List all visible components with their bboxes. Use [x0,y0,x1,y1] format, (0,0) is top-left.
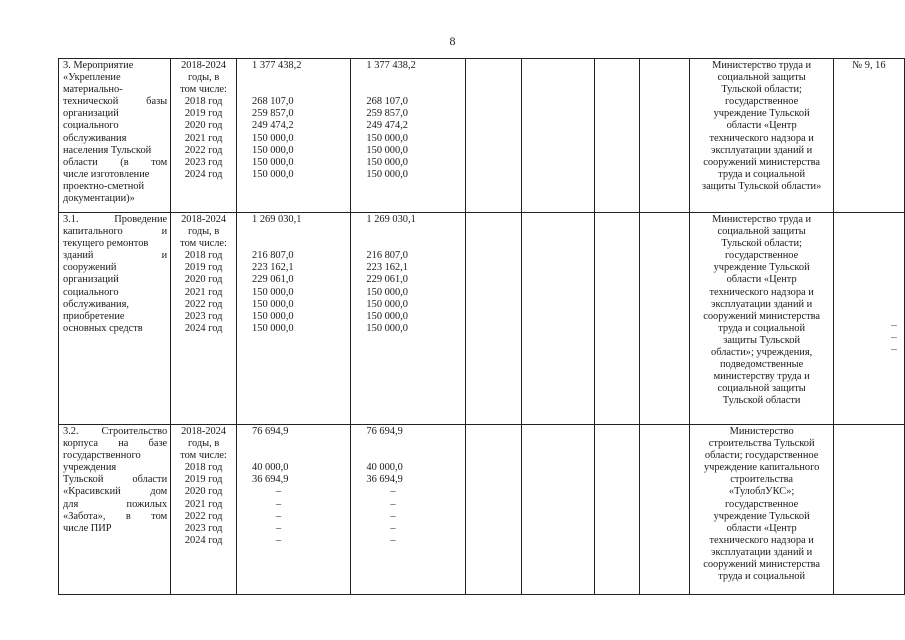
empty-cell [640,213,690,425]
regional-line: 36 694,9 [366,474,403,486]
regional-budget-cell [351,425,465,595]
name_lines-line: организаций [63,274,119,286]
total-line: 1 377 438,2 [252,60,302,71]
regional-line: 259 857,0 [366,108,408,120]
regional-line: 150 000,0 [366,144,408,156]
page-number: 8 [449,34,456,48]
regional-line: – [390,522,396,534]
responsible-line: области «Центр [726,522,797,534]
years-line: 2018 год [184,462,223,474]
empty-cell [521,425,595,595]
name_lines-line: зданий и [63,250,168,262]
name_lines-line: организаций [63,108,119,120]
years-line: 2024 год [184,534,223,546]
years-line: 2022 год [184,298,223,310]
years-line: 2024 год [184,322,223,334]
name_lines-line: учреждения [63,462,117,474]
table-row [59,59,905,213]
regional-line: 150 000,0 [366,310,408,322]
responsible-line: «ТулоблУКС»; [728,486,795,498]
name_lines-line: проектно-сметной [63,180,145,192]
responsible-line: эксплуатации зданий и [711,144,813,156]
responsible-line: Министерство труда и [712,60,812,71]
empty-cell [465,213,521,425]
period-cell [171,425,237,595]
responsible-line: области; государственное [704,450,819,462]
years-line: том числе: [180,450,227,462]
responsible-line: учреждение Тульской [713,510,810,522]
regional-line [366,72,464,84]
responsible-line: труда и социальной [718,322,806,334]
empty-cell [465,59,521,213]
responsible-line: строительства [730,474,794,486]
responsible-line: эксплуатации зданий и [711,546,813,558]
total-line: – [276,498,282,510]
responsible-line: сооружений министерства [703,559,821,571]
total-line: 76 694,9 [252,426,289,437]
years-line: 2021 год [184,498,223,510]
responsible-line: социальной защиты [717,72,806,84]
total-line: 216 807,0 [252,250,294,262]
years-line: 2021 год [184,132,223,144]
years-line: 2018-2024 [181,426,227,437]
name_lines-line: приобретение [63,310,125,322]
regional-line [366,238,464,250]
responsible-line: сооружений министерства [703,156,821,168]
total-line: 150 000,0 [252,286,294,298]
responsible-line: учреждение капитального [703,462,820,474]
regional-line: 229 061,0 [366,274,408,286]
edge-mark [891,349,897,350]
responsible-cell [690,59,833,213]
regional-line: 76 694,9 [366,426,403,437]
activity-name-cell [59,213,171,425]
total-line [252,226,350,238]
total-line: 40 000,0 [252,462,289,474]
responsible-line: подведомственные [720,359,804,371]
empty-cell [521,213,595,425]
total-line: 150 000,0 [252,144,294,156]
total-line: 1 269 030,1 [252,214,302,225]
activity-name-cell [59,425,171,595]
regional-line: 150 000,0 [366,156,408,168]
total-line [252,450,350,462]
name_lines-line: социального [63,120,119,132]
years-line: 2018 год [184,250,223,262]
years-line: 2018-2024 [181,60,227,71]
responsible-line: министерству труда и [713,371,810,383]
name_lines-line: государственного [63,450,141,462]
responsible-line: социальной защиты [717,226,806,238]
name_lines-line: социального [63,286,119,298]
responsible-line: области»; учреждения, [711,347,813,359]
total-line: 259 857,0 [252,108,294,120]
name_lines-line: 3.2. Строительство [63,426,168,437]
regional-line: 249 474,2 [366,120,408,132]
years-line: 2023 год [184,310,223,322]
total-line: – [276,510,282,522]
total-line [252,72,350,84]
years-line: 2021 год [184,286,223,298]
responsible-line: государственное [725,498,799,510]
regional-line: 40 000,0 [366,462,403,474]
years-line: 2023 год [184,522,223,534]
years-line: годы, в [187,438,220,450]
years-line: 2019 год [184,474,223,486]
table-row [59,425,905,595]
name_lines-line: обслуживания, [63,298,129,310]
regional-line: – [390,534,396,546]
responsible-line: учреждение Тульской [713,108,810,120]
total-line: – [276,534,282,546]
empty-cell [465,425,521,595]
empty-cell [595,59,640,213]
total-line: 229 061,0 [252,274,294,286]
program-table [58,58,905,595]
name_lines-line: «Укрепление [63,72,121,84]
empty-cell [640,59,690,213]
regional-line: 1 377 438,2 [366,60,416,71]
regional-line [366,226,464,238]
responsible-line: технического надзора и [709,286,814,298]
regional-line: 216 807,0 [366,250,408,262]
responsible-line: Тульской области [722,395,801,407]
regional-line: 1 269 030,1 [366,214,416,225]
name_lines-line: Тульской области [63,474,168,486]
years-line: 2022 год [184,144,223,156]
name_lines-line: «Красивский дом [63,486,168,498]
years-line: 2020 год [184,120,223,132]
name_lines-line: материально- [63,84,123,96]
name_lines-line: числе изготовление [63,168,150,180]
years-line: годы, в [187,226,220,238]
total-line: 150 000,0 [252,132,294,144]
regional-line [366,438,464,450]
responsible-line: Министерство труда и [712,214,812,225]
years-line: 2022 год [184,510,223,522]
responsible-line: области «Центр [726,274,797,286]
empty-cell [640,425,690,595]
total-amount-cell [237,425,351,595]
name_lines-line: «Забота», в том [63,510,168,522]
name_lines-line: текущего ремонтов [63,238,149,250]
name_lines-line: документации)» [63,193,135,205]
total-line: 150 000,0 [252,322,294,334]
empty-cell [521,59,595,213]
years-line: 2024 год [184,168,223,180]
responsible-line: сооружений министерства [703,310,821,322]
regional-line: 150 000,0 [366,286,408,298]
period-cell [171,213,237,425]
total-line: 223 162,1 [252,262,294,274]
name_lines-line: населения Тульской [63,144,152,156]
total-line [252,238,350,250]
regional-line: – [390,510,396,522]
period-cell [171,59,237,213]
name_lines-line: корпуса на базе [63,438,168,450]
regional-line: – [390,486,396,498]
responsible-cell [690,213,833,425]
total-line: 150 000,0 [252,156,294,168]
regional-budget-cell [351,59,465,213]
responsible-line: эксплуатации зданий и [711,298,813,310]
name_lines-line: обслуживания [63,132,127,144]
responsible-line: технического надзора и [709,534,814,546]
regional-line: 223 162,1 [366,262,408,274]
years-line: годы, в [187,72,220,84]
responsible-line: труда и социальной [718,571,806,583]
edge-mark [891,325,897,326]
name_lines-line: основных средств [63,322,143,334]
note-cell [833,425,904,595]
total-line: – [276,522,282,534]
name_lines-line: области (в том [63,156,168,168]
total-line [252,438,350,450]
total-amount-cell [237,59,351,213]
regional-line: 150 000,0 [366,132,408,144]
name_lines-line: капитального и [63,226,168,238]
responsible-line: социальной защиты [717,383,806,395]
regional-line: 150 000,0 [366,322,408,334]
name_lines-line: 3. Мероприятие [63,60,134,71]
name_lines-line: числе ПИР [63,522,112,534]
responsible-line: труда и социальной [718,168,806,180]
name_lines-line: 3.1. Проведение [63,214,168,225]
total-line: 36 694,9 [252,474,289,486]
years-line: 2020 год [184,486,223,498]
total-line: 249 474,2 [252,120,294,132]
total-line: 150 000,0 [252,168,294,180]
name_lines-line: сооружений [63,262,117,274]
responsible-line: технического надзора и [709,132,814,144]
regional-line: 150 000,0 [366,298,408,310]
total-line: 268 107,0 [252,96,294,108]
total-line: 150 000,0 [252,298,294,310]
responsible-line: государственное [725,96,799,108]
responsible-line: строительства Тульской [708,438,815,450]
table-row [59,213,905,425]
years-line: 2018 год [184,96,223,108]
note-cell: № 9, 16 [833,59,904,213]
regional-line [366,450,464,462]
responsible-line: защиты Тульской области» [701,180,822,192]
responsible-line: Тульской области; [721,238,802,250]
responsible-cell [690,425,833,595]
regional-line: 268 107,0 [366,96,408,108]
years-line: 2020 год [184,274,223,286]
total-amount-cell [237,213,351,425]
edge-mark [891,337,897,338]
note-cell [833,213,904,425]
empty-cell [595,425,640,595]
regional-budget-cell [351,213,465,425]
years-line: 2023 год [184,156,223,168]
regional-line [366,84,464,96]
empty-cell [595,213,640,425]
name_lines-line: технической базы [63,96,168,108]
total-line [252,84,350,96]
regional-line: – [390,498,396,510]
responsible-line: Тульской области; [721,84,802,96]
responsible-line: государственное [725,250,799,262]
regional-line: 150 000,0 [366,168,408,180]
total-line: 150 000,0 [252,310,294,322]
responsible-line: защиты Тульской [723,334,801,346]
years-line: 2018-2024 [181,214,227,225]
years-line: том числе: [180,84,227,96]
responsible-line: учреждение Тульской [713,262,810,274]
years-line: 2019 год [184,108,223,120]
years-line: том числе: [180,238,227,250]
activity-name-cell [59,59,171,213]
responsible-line: Министерство [729,426,794,437]
years-line: 2019 год [184,262,223,274]
total-line: – [276,486,282,498]
responsible-line: области «Центр [726,120,797,132]
name_lines-line: для пожилых [63,498,168,510]
